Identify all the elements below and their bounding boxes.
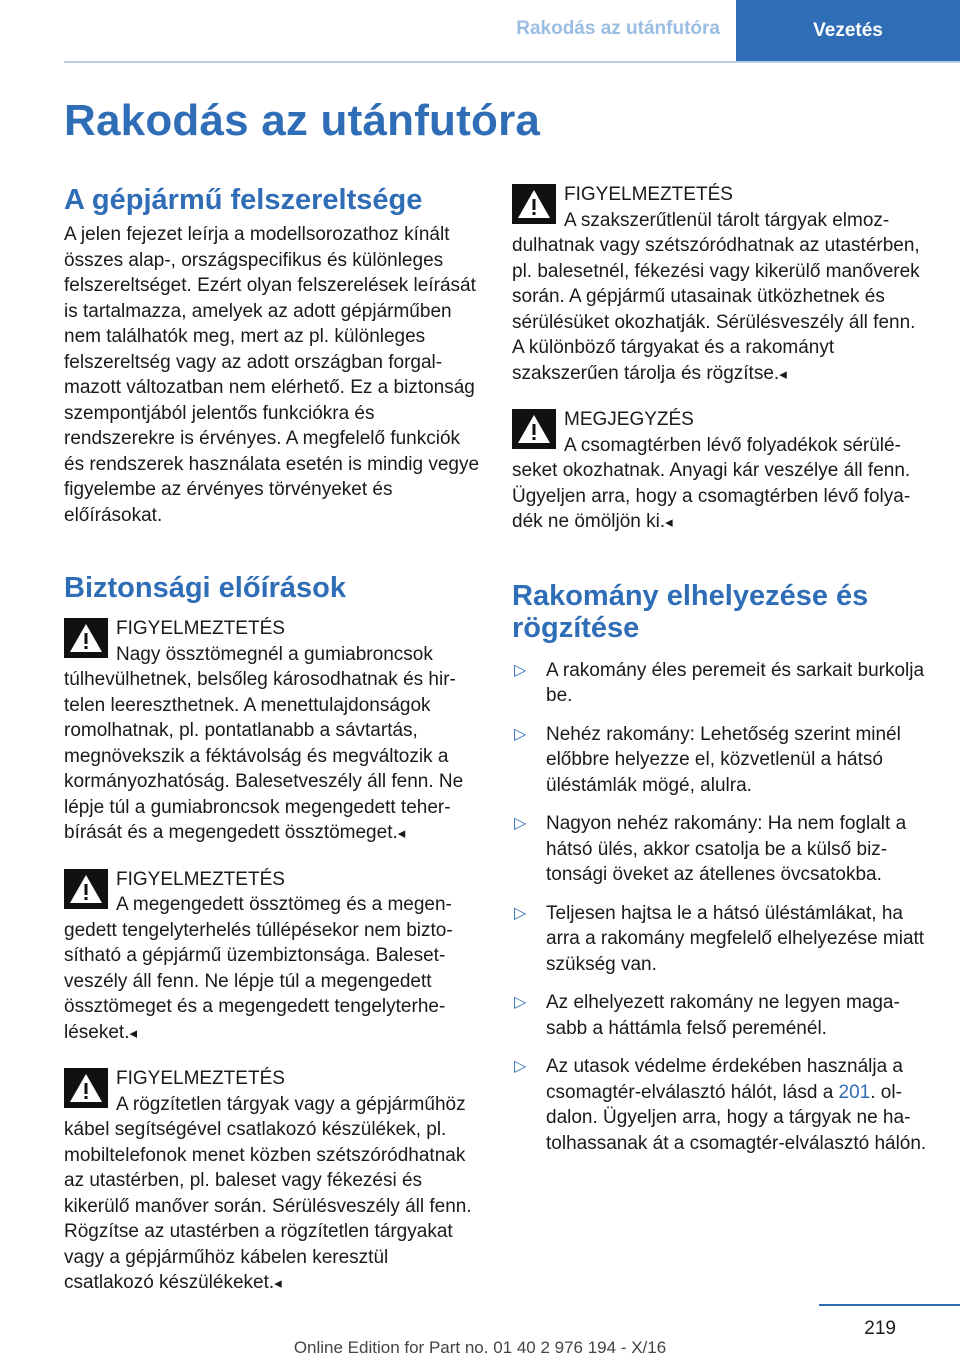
list-item: [512, 811, 928, 888]
end-mark: ◂: [665, 514, 673, 531]
section-heading-safety: Biztonsági előírások: [64, 572, 347, 604]
list-item: [512, 1054, 928, 1156]
placement-list: [512, 658, 928, 1157]
footer-rule: [819, 1304, 960, 1306]
warning-text: A megengedett össztömeg és a megengedett tengelyterhelés túllépésekor nem biztosítható a gépjármű üzembiztonsága. Balesetveszély áll fenn. Ne lépje túl a megengedett össztömeget és a megengedett tengelyterheléseket.: [64, 894, 453, 1043]
page-title: Rakodás az utánfutóra: [64, 96, 541, 145]
list-item-text: Az elhelyezett rakomány ne legyen magasabb a háttámla felső pereménél.: [546, 992, 900, 1039]
list-item-text-before: Az utasok védelme érdekében használja a csomagtér-elválasztó hálót, lásd a: [546, 1056, 904, 1103]
list-item: [512, 658, 928, 709]
equipment-paragraph: A jelen fejezet leírja a modellsorozathoz kínált összes alap-, országspecifikus és különleges felszereltséget. Ezért olyan felszerelések leírását is tartalmazza, amelyek az adott gépjárműben nem találhatók meg, mert az pl. különleges felszereltség vagy az adott országban forgalmazott változatban nem elérhető. Ez a biztonság szempontjából jelentős funkciókra és rendszerekre is érvényes. A megfelelő funkciók és rendszerek használata esetén is mindig vegye figyelembe az érvényes törvényeket és előírásokat.: [64, 224, 480, 526]
warning-triangle-icon: [64, 869, 108, 909]
bullet-icon: ▷: [514, 661, 527, 679]
bullet-icon: ▷: [514, 725, 527, 743]
warning-text: A rögzítetlen tárgyak vagy a gépjárműhöz kábel segítségével csatlakozó készülékek, pl. mobiltelefonok menet közben szétszóródhatnak az utastérben, pl. baleset vagy fékezési és kikerülő manőver során. Sérülésveszély áll fenn. Rögzítse az utastérben a rögzítetlen tárgyakat vagy a gépjárműhöz kábelen keresztül csatlakozó készülékeket.: [64, 1093, 472, 1293]
page-number: 219: [864, 1318, 896, 1339]
list-item-text: Nagyon nehéz rakomány: Ha nem foglalt a hátsó ülés, akkor csatolja be a külső biztonsági öveket az átellenes övcsatokba.: [546, 813, 907, 885]
warning-triangle-icon: [512, 409, 556, 449]
warning-title: FIGYELMEZTETÉS: [116, 868, 285, 890]
bullet-icon: ▷: [514, 1058, 527, 1075]
list-item: [512, 901, 928, 978]
warning-block: [64, 867, 480, 1047]
warning-text: A szakszerűtlenül tárolt tárgyak elmozdulhatnak vagy szétszóródhatnak az utastérben, pl. balesetnél, fékezési vagy kikerülő manőverek során. A gépjármű utasainak ütközhetnek és sérülésüket okozhatják. Sérülésveszély áll fenn. A különböző tárgyakat és a rakományt szakszerűen tárolja és rögzítse.: [512, 209, 920, 384]
bullet-icon: ▷: [514, 904, 527, 922]
bullet-icon: ▷: [514, 815, 527, 832]
list-item: [512, 990, 928, 1041]
end-mark: ◂: [129, 1024, 138, 1042]
warning-block: [512, 182, 928, 387]
warning-text: Nagy össztömegnél a gumiabroncsok túlhevülhetnek, belsőleg károsodhatnak és hirtelen leereszthetnek. A menettulajdonságok romolhatnak, pl. pontatlanabb a sávtartás, megnövekszik a féktávolság és megváltozik a kormányozhatóság. Balesetveszély áll fenn. Ne lépje túl a gumiabroncsok megengedett teherbírását és a megengedett össztömeget.: [64, 643, 464, 843]
header-section-title: Rakodás az utánfutóra: [516, 18, 720, 39]
end-mark: ◂: [274, 1275, 282, 1292]
note-text: A csomagtérben lévő folyadékok sérüléseket okozhatnak. Anyagi kár veszélye áll fenn. Ügyeljen arra, hogy a csomagtérben lévő folyadék ne ömöljön ki.: [512, 434, 911, 532]
warning-title: FIGYELMEZTETÉS: [116, 618, 285, 639]
header-rule: [64, 61, 960, 63]
list-item-text: Teljesen hajtsa le a hátsó üléstámlákat, ha arra a rakomány megfelelő elhelyezése miatt szükség van.: [546, 902, 925, 975]
list-item-text-after: . oldalon. Ügyeljen arra, hogy a tárgyak ne hatolhassanak át a csomagtér-elválasztó hálón.: [546, 1081, 927, 1154]
note-block: [512, 407, 928, 536]
section-heading-equipment: A gépjármű felszereltsége: [64, 184, 423, 216]
list-item: [512, 722, 928, 799]
section-heading-placement: Rakomány elhelyezése és rögzítése: [512, 579, 869, 644]
footer-edition: Online Edition for Part no. 01 40 2 976 194 - X/16: [293, 1338, 667, 1357]
warning-triangle-icon: [64, 618, 108, 658]
end-mark: ◂: [397, 825, 406, 842]
warning-triangle-icon: [512, 184, 556, 224]
warning-block: [64, 616, 480, 847]
warning-block: [64, 1066, 480, 1297]
page-reference-link[interactable]: 201: [838, 1081, 871, 1103]
bullet-icon: ▷: [514, 994, 527, 1011]
warning-title: FIGYELMEZTETÉS: [116, 1068, 285, 1089]
chapter-tab: Vezetés: [736, 0, 960, 61]
left-column: [64, 182, 480, 1317]
warning-title: FIGYELMEZTETÉS: [564, 184, 733, 205]
end-mark: ◂: [779, 365, 787, 383]
right-column: [512, 182, 928, 1169]
list-item-text: A rakomány éles peremeit és sarkait burkolja be.: [546, 659, 925, 706]
warning-triangle-icon: [64, 1068, 108, 1108]
list-item-text: Nehéz rakomány: Lehetőség szerint minél előbbre helyezze el, közvetlenül a hátsó üléstámlák mögé, alulra.: [546, 723, 901, 796]
note-title: MEGJEGYZÉS: [564, 409, 694, 430]
